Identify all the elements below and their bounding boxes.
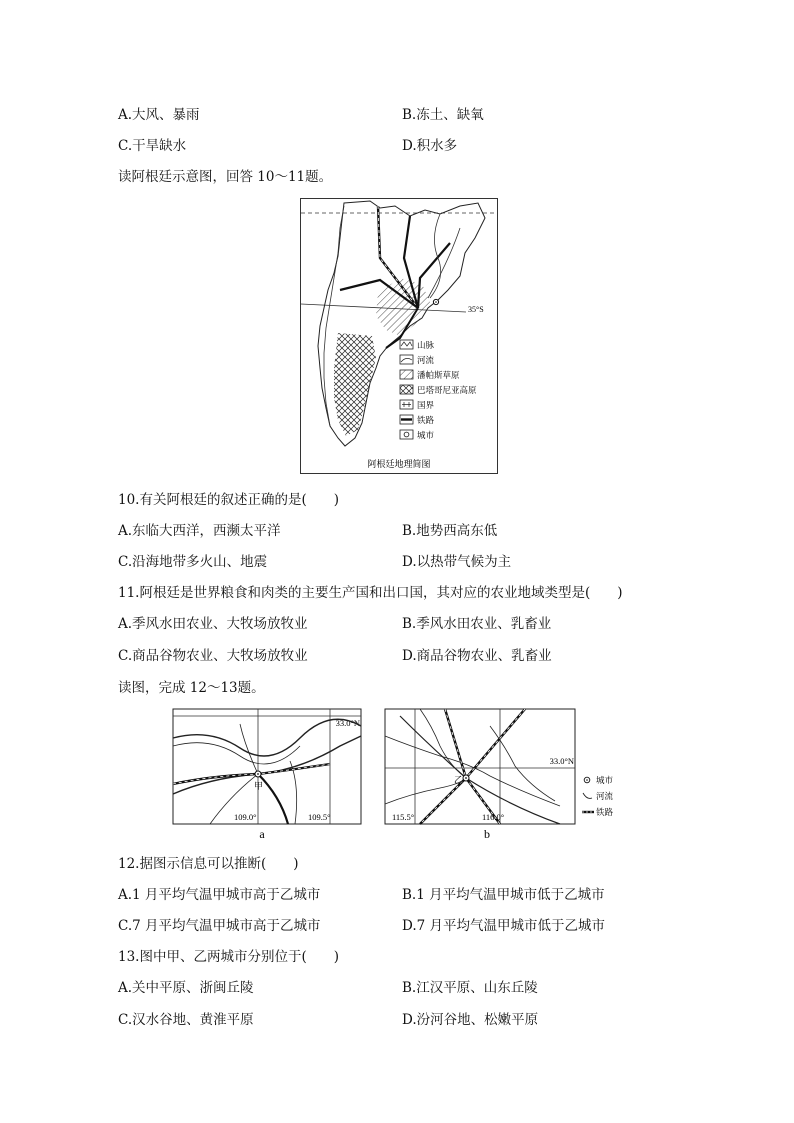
legend2-river: 河流 (596, 791, 614, 801)
a-lon1: 109.0° (234, 812, 257, 822)
q12-option-c: C.7 月平均气温甲城市高于乙城市 (118, 918, 321, 934)
q11-option-b: B.季风水田农业、乳畜业 (402, 616, 552, 632)
legend-mountain: 山脉 (417, 340, 435, 350)
legend-border: 国界 (417, 400, 435, 410)
legend2-railway: 铁路 (596, 807, 614, 817)
argentina-map (300, 198, 498, 474)
legend2-city: 城市 (596, 775, 614, 785)
q10-option-d: D.以热带气候为主 (402, 554, 512, 570)
q12-option-b: B.1 月平均气温甲城市低于乙城市 (402, 887, 605, 903)
q12-option-d: D.7 月平均气温甲城市低于乙城市 (402, 918, 606, 934)
legend-pampas: 潘帕斯草原 (417, 370, 460, 380)
legend-river: 河流 (417, 355, 435, 365)
b-lat-label: 33.0°N (549, 756, 574, 766)
q13-option-c: C.汉水谷地、黄淮平原 (118, 1012, 254, 1028)
q11-option-c: C.商品谷物农业、大牧场放牧业 (118, 648, 308, 664)
q9-option-c: C.干旱缺水 (118, 138, 187, 154)
intro-10-11: 读阿根廷示意图，回答 10～11题。 (118, 169, 333, 185)
q10-option-c: C.沿海地带多火山、地震 (118, 554, 268, 570)
q11-stem: 11.阿根廷是世界粮食和肉类的主要生产国和出口国，其对应的农业地域类型是( ) (118, 585, 623, 601)
q12-option-a: A.1 月平均气温甲城市高于乙城市 (118, 887, 321, 903)
q13-stem: 13.图中甲、乙两城市分别位于( ) (118, 949, 340, 965)
q13-option-b: B.江汉平原、山东丘陵 (402, 980, 538, 996)
map-b-label: b (484, 827, 490, 840)
city-jia: 甲 (254, 781, 264, 791)
q10-option-b: B.地势西高东低 (402, 523, 498, 539)
map1-caption: 阿根廷地理简图 (367, 459, 431, 469)
b-lon2: 116.0° (482, 812, 505, 822)
q11-option-d: D.商品谷物农业、乳畜业 (402, 648, 552, 664)
q9-option-d: D.积水多 (402, 138, 458, 154)
a-lat-label: 33.0°N (335, 718, 360, 728)
q9-option-a: A.大风、暴雨 (118, 107, 200, 123)
china-city-maps (170, 706, 630, 840)
q10-stem: 10.有关阿根廷的叙述正确的是( ) (118, 492, 340, 508)
city-yi: 乙 (454, 775, 464, 785)
q12-stem: 12.据图示信息可以推断( ) (118, 856, 299, 872)
q13-option-a: A.关中平原、浙闽丘陵 (118, 980, 254, 996)
intro-12-13: 读图，完成 12～13题。 (118, 680, 265, 696)
a-lon2: 109.5° (308, 812, 331, 822)
b-lon1: 115.5° (392, 812, 415, 822)
legend-patagonia: 巴塔哥尼亚高原 (417, 385, 477, 395)
q11-option-a: A.季风水田农业、大牧场放牧业 (118, 616, 308, 632)
map-a-label: a (259, 827, 265, 840)
q9-option-b: B.冻土、缺氧 (402, 107, 484, 123)
legend-railway: 铁路 (417, 415, 435, 425)
lat-label: 35°S (468, 305, 484, 314)
q13-option-d: D.汾河谷地、松嫩平原 (402, 1012, 539, 1028)
map-a (173, 709, 361, 840)
legend-city: 城市 (417, 430, 435, 440)
map2-legend (582, 775, 614, 817)
q10-option-a: A.东临大西洋，西濒太平洋 (118, 523, 281, 539)
map-b (385, 709, 575, 840)
